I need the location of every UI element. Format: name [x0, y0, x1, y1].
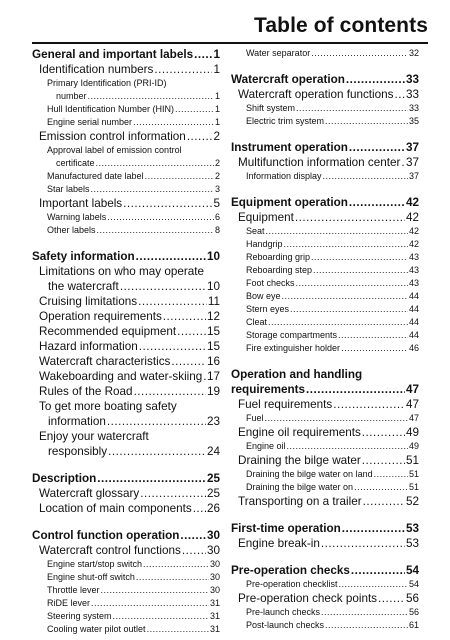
toc-entry-title: Cleat	[246, 317, 268, 327]
toc-leader-dots	[138, 295, 207, 308]
toc-leader-dots	[96, 158, 214, 168]
toc-leader-dots	[378, 592, 405, 605]
toc-entry-title: Watercraft control functions	[39, 544, 181, 557]
toc-page-number: 1	[213, 48, 220, 61]
toc-entry[interactable]	[32, 280, 220, 295]
toc-entry[interactable]	[231, 398, 419, 413]
toc-entry[interactable]	[32, 104, 220, 117]
toc-leader-dots	[145, 171, 214, 181]
toc-leader-dots	[147, 624, 209, 634]
toc-leader-dots	[187, 130, 213, 143]
toc-entry-title: Manufactured date label	[47, 171, 144, 181]
toc-leader-dots	[177, 325, 206, 338]
toc-entry-title: Pre-operation checklist	[246, 579, 338, 589]
toc-entry-title: Location of main components	[39, 502, 192, 515]
toc-leader-dots	[333, 398, 405, 411]
toc-leader-dots	[154, 63, 212, 76]
toc-page-number: 51	[405, 454, 419, 467]
toc-leader-dots	[321, 537, 405, 550]
toc-entry[interactable]	[32, 355, 220, 370]
toc-page-number: 15	[206, 340, 220, 353]
toc-entry[interactable]	[32, 78, 220, 91]
toc-entry[interactable]	[32, 225, 220, 238]
toc-entry[interactable]	[231, 291, 419, 304]
toc-leader-dots	[311, 252, 408, 262]
toc-entry[interactable]	[231, 88, 419, 103]
toc-entry-title: Important labels	[39, 197, 123, 210]
toc-page-number: 30	[209, 559, 220, 569]
toc-leader-dots	[287, 441, 408, 451]
toc-entry-title: Watercraft operation	[231, 73, 345, 86]
toc-page-number: 30	[209, 585, 220, 595]
toc-entry[interactable]	[231, 278, 419, 291]
toc-page-number: 56	[408, 607, 419, 617]
toc-entry-title: Fuel	[246, 413, 264, 423]
toc-leader-dots	[349, 196, 405, 209]
toc-entry[interactable]	[231, 304, 419, 317]
toc-leader-dots	[136, 572, 209, 582]
toc-leader-dots	[182, 544, 206, 557]
toc-entry[interactable]	[231, 441, 419, 454]
toc-leader-dots	[194, 48, 212, 61]
toc-entry[interactable]	[231, 607, 419, 620]
toc-entry-title: RiDE lever	[47, 598, 91, 608]
toc-page-number: 33	[408, 103, 419, 113]
toc-entry[interactable]	[32, 145, 220, 158]
toc-page-number: 10	[206, 280, 220, 293]
toc-page-number: 2	[213, 130, 220, 143]
toc-entry-title: responsibly	[48, 445, 108, 458]
toc-page-number: 5	[213, 197, 220, 210]
toc-entry[interactable]	[32, 585, 220, 598]
toc-entry-title: Draining the bilge water on land	[246, 469, 373, 479]
toc-leader-dots	[394, 88, 405, 101]
toc-leader-dots	[325, 116, 408, 126]
toc-entry-title: Description	[32, 472, 97, 485]
toc-entry[interactable]	[32, 445, 220, 460]
toc-entry[interactable]	[32, 130, 220, 145]
toc-leader-dots	[136, 250, 206, 263]
toc-page-number: 19	[206, 385, 220, 398]
toc-entry-title: Other labels	[47, 225, 96, 235]
toc-entry[interactable]	[231, 116, 419, 129]
toc-entry[interactable]	[231, 317, 419, 330]
toc-leader-dots	[113, 611, 209, 621]
toc-page-number: 30	[209, 572, 220, 582]
toc-page-number: 43	[408, 265, 419, 275]
toc-page-number: 46	[408, 343, 419, 353]
toc-entry-title: Watercraft characteristics	[39, 355, 171, 368]
toc-page-number: 44	[408, 317, 419, 327]
toc-entry[interactable]	[32, 171, 220, 184]
toc-entry-title: Foot checks	[246, 278, 295, 288]
toc-page-number: 53	[405, 522, 419, 535]
toc-leader-dots	[342, 522, 405, 535]
toc-entry-title: Rules of the Road	[39, 385, 133, 398]
toc-leader-dots	[349, 141, 405, 154]
toc-entry-title: Draining the bilge water	[238, 454, 361, 467]
toc-page-number: 49	[405, 426, 419, 439]
toc-entry[interactable]	[231, 522, 419, 537]
toc-entry-title: Emission control information	[39, 130, 186, 143]
toc-entry-title: Electric trim system	[246, 116, 325, 126]
toc-entry-title: Watercraft operation functions	[238, 88, 394, 101]
toc-entry[interactable]	[231, 196, 419, 211]
toc-entry[interactable]	[32, 624, 220, 637]
toc-leader-dots	[401, 156, 405, 169]
toc-page-number: 1	[213, 63, 220, 76]
toc-entry-title: the watercraft	[48, 280, 119, 293]
toc-entry[interactable]	[32, 370, 220, 385]
toc-leader-dots	[140, 487, 206, 500]
toc-leader-dots	[268, 317, 408, 327]
toc-leader-dots	[163, 310, 206, 323]
toc-right-column	[231, 48, 419, 633]
toc-leader-dots	[351, 564, 405, 577]
toc-page-number: 2	[214, 171, 220, 181]
toc-page-number: 42	[405, 196, 419, 209]
toc-entry[interactable]	[231, 426, 419, 441]
toc-page-number: 3	[214, 184, 220, 194]
toc-entry[interactable]	[32, 48, 220, 63]
toc-entry-title: Wakeboarding and water-skiing	[39, 370, 203, 383]
toc-leader-dots	[321, 607, 408, 617]
toc-entry[interactable]	[32, 212, 220, 225]
toc-entry[interactable]	[32, 559, 220, 572]
toc-entry-title: Transporting on a trailer	[238, 495, 362, 508]
toc-entry[interactable]	[231, 592, 419, 607]
toc-entry-title: Equipment	[238, 211, 294, 224]
toc-leader-dots	[265, 413, 408, 423]
toc-leader-dots	[306, 383, 405, 396]
toc-leader-dots	[91, 184, 214, 194]
toc-page-number: 44	[408, 330, 419, 340]
toc-entry[interactable]	[32, 385, 220, 400]
toc-entry[interactable]	[231, 252, 419, 265]
toc-page-number: 1	[214, 91, 220, 101]
toc-entry[interactable]	[231, 564, 419, 579]
toc-page-number: 32	[408, 48, 419, 58]
toc-page-number: 53	[405, 537, 419, 550]
toc-entry[interactable]	[32, 529, 220, 544]
toc-entry[interactable]	[32, 487, 220, 502]
toc-entry-title: Information display	[246, 171, 322, 181]
toc-entry[interactable]	[231, 495, 419, 510]
toc-entry-title: Approval label of emission control	[47, 145, 182, 155]
toc-leader-dots	[193, 502, 206, 515]
toc-leader-dots	[296, 278, 408, 288]
toc-entry[interactable]	[231, 579, 419, 592]
toc-entry[interactable]	[231, 469, 419, 482]
toc-page-number: 1	[214, 117, 220, 127]
toc-leader-dots	[120, 280, 206, 293]
toc-page-number: 10	[206, 250, 220, 263]
toc-leader-dots	[91, 598, 209, 608]
toc-page-number: 23	[206, 415, 220, 428]
toc-leader-dots	[341, 343, 408, 353]
toc-entry[interactable]	[231, 330, 419, 343]
toc-entry-title: First-time operation	[231, 522, 341, 535]
toc-leader-dots	[266, 226, 408, 236]
toc-entry-title: Post-launch checks	[246, 620, 325, 630]
toc-page-number: 49	[408, 441, 419, 451]
toc-entry-title: Equipment operation	[231, 196, 348, 209]
toc-leader-dots	[284, 239, 408, 249]
toc-page-number: 42	[405, 211, 419, 224]
toc-page-number: 54	[408, 579, 419, 589]
toc-entry[interactable]	[231, 103, 419, 116]
toc-entry-title: Reboarding grip	[246, 252, 311, 262]
toc-page-number: 33	[405, 73, 419, 86]
toc-entry[interactable]	[32, 415, 220, 430]
toc-entry-title: Operation requirements	[39, 310, 162, 323]
toc-entry[interactable]	[32, 544, 220, 559]
page-title: Table of contents	[254, 14, 428, 37]
toc-leader-dots	[346, 73, 405, 86]
toc-entry[interactable]	[231, 226, 419, 239]
toc-page-number: 6	[214, 212, 220, 222]
toc-page-number: 2	[214, 158, 220, 168]
toc-entry[interactable]	[32, 197, 220, 212]
toc-page-number: 16	[206, 355, 220, 368]
toc-entry[interactable]	[32, 265, 220, 280]
toc-entry[interactable]	[32, 325, 220, 340]
toc-entry[interactable]	[32, 572, 220, 585]
toc-entry[interactable]	[32, 502, 220, 517]
toc-page-number: 37	[405, 141, 419, 154]
toc-entry-title: Multifunction information center	[238, 156, 401, 169]
toc-page-number: 31	[209, 598, 220, 608]
toc-entry-title: Enjoy your watercraft	[39, 430, 149, 443]
toc-entry[interactable]	[231, 48, 419, 61]
toc-entry-title: Primary Identification (PRI-ID)	[47, 78, 167, 88]
toc-entry-title: Seat	[246, 226, 265, 236]
toc-entry-title: Engine oil requirements	[238, 426, 361, 439]
toc-entry-title: Operation and handling	[231, 368, 363, 381]
toc-entry[interactable]	[32, 91, 220, 104]
toc-entry-title: General and important labels	[32, 48, 194, 61]
toc-leader-dots	[175, 104, 214, 114]
toc-page-number: 52	[405, 495, 419, 508]
toc-entry-title: Fuel requirements	[238, 398, 333, 411]
toc-leader-dots	[354, 482, 408, 492]
toc-page-number: 42	[408, 239, 419, 249]
toc-entry[interactable]	[231, 211, 419, 226]
toc-page-number: 25	[206, 472, 220, 485]
toc-entry-title: Engine start/stop switch	[47, 559, 143, 569]
toc-entry-title: Water separator	[246, 48, 311, 58]
toc-page-number: 47	[408, 413, 419, 423]
toc-entry-title: Warning labels	[47, 212, 107, 222]
toc-left-column	[32, 48, 220, 637]
toc-page-number: 33	[405, 88, 419, 101]
toc-page-number: 12	[206, 310, 220, 323]
toc-leader-dots	[323, 171, 408, 181]
toc-entry[interactable]	[32, 117, 220, 130]
toc-entry-title: Cooling water pilot outlet	[47, 624, 146, 634]
toc-page-number: 25	[206, 487, 220, 500]
toc-leader-dots	[107, 415, 206, 428]
toc-page-number: 47	[405, 383, 419, 396]
toc-entry[interactable]	[231, 368, 419, 383]
toc-entry[interactable]	[231, 454, 419, 469]
toc-entry-title: Handgrip	[246, 239, 283, 249]
toc-entry-title: Storage compartments	[246, 330, 338, 340]
toc-leader-dots	[363, 495, 405, 508]
toc-page-number: 56	[405, 592, 419, 605]
toc-entry-title: Control function operation	[32, 529, 180, 542]
toc-leader-dots	[143, 559, 209, 569]
toc-page-number: 35	[408, 116, 419, 126]
toc-page-number: 31	[209, 611, 220, 621]
toc-entry[interactable]	[231, 537, 419, 552]
toc-entry[interactable]	[231, 73, 419, 88]
toc-entry-title: number	[56, 91, 87, 101]
toc-entry-title: Draining the bilge water on	[246, 482, 354, 492]
toc-leader-dots	[107, 212, 214, 222]
toc-leader-dots	[171, 355, 206, 368]
toc-leader-dots	[290, 304, 408, 314]
toc-entry[interactable]	[231, 413, 419, 426]
toc-leader-dots	[134, 385, 206, 398]
toc-entry-title: Hazard information	[39, 340, 138, 353]
toc-page-number: 8	[214, 225, 220, 235]
toc-page-number: 47	[405, 398, 419, 411]
toc-leader-dots	[139, 340, 206, 353]
toc-entry-title: Shift system	[246, 103, 296, 113]
toc-entry[interactable]	[32, 295, 220, 310]
toc-leader-dots	[311, 48, 408, 58]
toc-entry[interactable]	[32, 184, 220, 197]
toc-page-number: 30	[206, 529, 220, 542]
toc-leader-dots	[362, 426, 405, 439]
toc-leader-dots	[123, 197, 212, 210]
toc-entry[interactable]	[231, 141, 419, 156]
toc-leader-dots	[108, 445, 206, 458]
toc-entry-title: Stern eyes	[246, 304, 290, 314]
toc-leader-dots	[325, 620, 408, 630]
toc-entry-title: information	[48, 415, 106, 428]
toc-leader-dots	[374, 469, 408, 479]
toc-page-number: 51	[408, 469, 419, 479]
toc-page-number: 24	[206, 445, 220, 458]
toc-page-number: 44	[408, 304, 419, 314]
toc-entry[interactable]	[32, 310, 220, 325]
toc-leader-dots	[282, 291, 408, 301]
toc-page-number: 11	[207, 295, 220, 308]
toc-entry[interactable]	[231, 383, 419, 398]
toc-entry-title: Pre-operation checks	[231, 564, 350, 577]
toc-entry[interactable]	[231, 171, 419, 184]
toc-leader-dots	[295, 211, 405, 224]
toc-entry-title: Throttle lever	[47, 585, 100, 595]
toc-leader-dots	[180, 529, 206, 542]
title-rule	[32, 42, 428, 44]
toc-leader-dots	[362, 454, 405, 467]
toc-entry[interactable]	[231, 620, 419, 633]
toc-entry-title: Engine break-in	[238, 537, 320, 550]
toc-entry-title: Instrument operation	[231, 141, 348, 154]
toc-entry-title: requirements	[231, 383, 306, 396]
toc-page-number: 42	[408, 226, 419, 236]
toc-page-number: 30	[206, 544, 220, 557]
toc-entry-title: Engine serial number	[47, 117, 133, 127]
toc-leader-dots	[133, 117, 214, 127]
toc-leader-dots	[101, 585, 209, 595]
toc-page-number: 37	[405, 156, 419, 169]
toc-page-number: 43	[408, 252, 419, 262]
toc-entry[interactable]	[231, 343, 419, 356]
toc-entry[interactable]	[231, 156, 419, 171]
toc-entry[interactable]	[32, 611, 220, 624]
toc-page-number: 31	[209, 624, 220, 634]
toc-entry-title: Pre-operation check points	[238, 592, 378, 605]
toc-entry-title: certificate	[56, 158, 95, 168]
toc-entry-title: Engine shut-off switch	[47, 572, 135, 582]
toc-entry[interactable]	[32, 598, 220, 611]
toc-page-number: 1	[214, 104, 220, 114]
toc-page-number: 15	[206, 325, 220, 338]
toc-leader-dots	[313, 265, 408, 275]
toc-page-number: 17	[206, 370, 220, 383]
toc-entry-title: Safety information	[32, 250, 135, 263]
toc-entry-title: Recommended equipment	[39, 325, 177, 338]
toc-entry[interactable]	[231, 265, 419, 278]
toc-entry-title: Steering system	[47, 611, 112, 621]
toc-entry-title: Star labels	[47, 184, 90, 194]
toc-entry-title: Cruising limitations	[39, 295, 138, 308]
toc-leader-dots	[203, 370, 206, 383]
toc-entry-title: Engine oil	[246, 441, 286, 451]
toc-entry-title: Pre-launch checks	[246, 607, 321, 617]
toc-entry-title: Hull Identification Number (HIN)	[47, 104, 175, 114]
toc-entry[interactable]	[32, 63, 220, 78]
toc-leader-dots	[97, 225, 214, 235]
toc-entry[interactable]	[32, 250, 220, 265]
toc-page-number: 61	[408, 620, 419, 630]
toc-leader-dots	[296, 103, 408, 113]
toc-entry-title: Limitations on who may operate	[39, 265, 205, 278]
toc-leader-dots	[97, 472, 206, 485]
toc-entry[interactable]	[231, 482, 419, 495]
toc-page-number: 44	[408, 291, 419, 301]
toc-page-number: 43	[408, 278, 419, 288]
toc-leader-dots	[339, 579, 408, 589]
toc-entry[interactable]	[32, 340, 220, 355]
toc-entry-title: Bow eye	[246, 291, 281, 301]
toc-page-number: 26	[206, 502, 220, 515]
toc-entry-title: Identification numbers	[39, 63, 154, 76]
toc-entry-title: Reboarding step	[246, 265, 313, 275]
toc-leader-dots	[338, 330, 408, 340]
toc-entry[interactable]	[32, 400, 220, 415]
toc-entry[interactable]	[231, 239, 419, 252]
toc-page-number: 54	[405, 564, 419, 577]
toc-page-number: 37	[408, 171, 419, 181]
toc-entry[interactable]	[32, 158, 220, 171]
toc-entry-title: Watercraft glossary	[39, 487, 140, 500]
toc-entry-title: Fire extinguisher holder	[246, 343, 341, 353]
toc-entry-title: To get more boating safety	[39, 400, 177, 413]
toc-leader-dots	[88, 91, 214, 101]
toc-entry[interactable]	[32, 430, 220, 445]
toc-entry[interactable]	[32, 472, 220, 487]
toc-page-number: 51	[408, 482, 419, 492]
